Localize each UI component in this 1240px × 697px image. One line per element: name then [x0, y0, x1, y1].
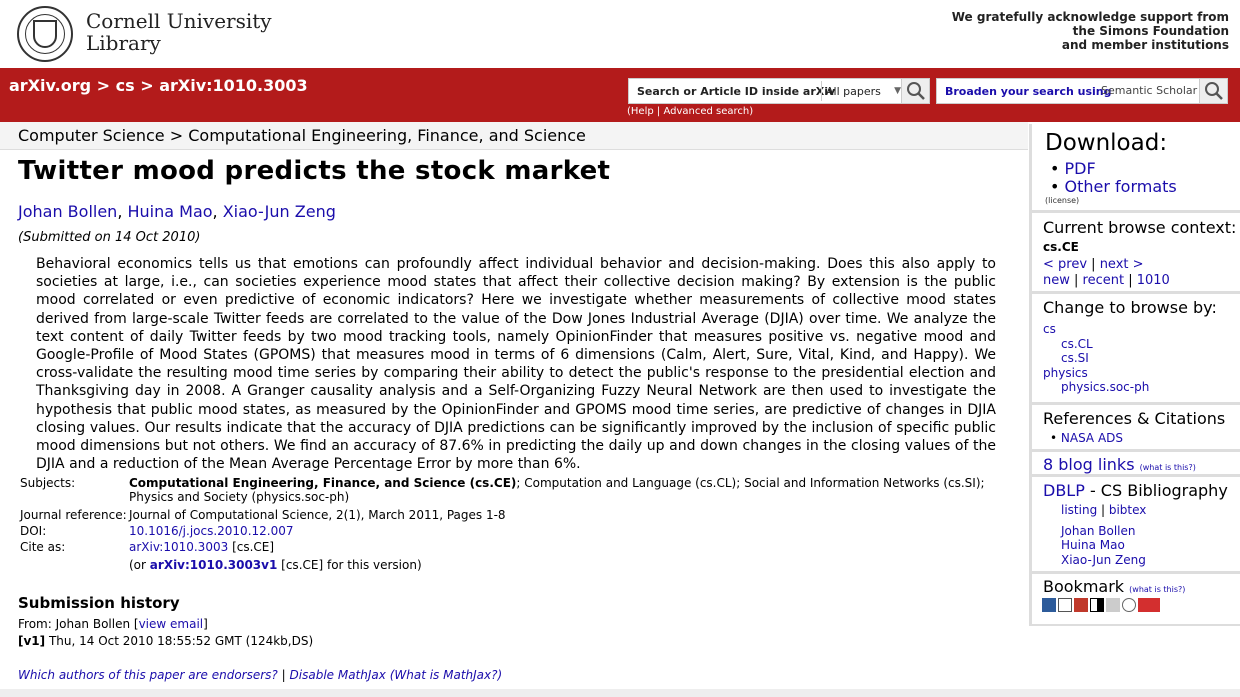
view-email-link[interactable]: view email	[138, 617, 204, 631]
reddit-icon[interactable]	[1122, 598, 1136, 612]
blog-panel	[1032, 452, 1240, 474]
search-input[interactable]	[628, 78, 930, 104]
broaden-search[interactable]	[936, 78, 1228, 104]
logo-line1: Cornell University	[86, 9, 272, 33]
paper-main	[18, 156, 1008, 473]
browse-physics-link[interactable]: physics	[1043, 365, 1088, 380]
cornell-seal-icon[interactable]	[17, 6, 73, 62]
dblp-author-link[interactable]: Xiao-Jun Zeng	[1061, 552, 1146, 567]
submission-history-heading: Submission history	[18, 594, 180, 612]
breadcrumb-sep: >	[140, 76, 154, 95]
cite-tail: for this version)	[326, 558, 422, 572]
journal-label: Journal reference:	[20, 508, 127, 522]
sidebar	[1029, 124, 1240, 626]
subjects-label: Subjects:	[20, 476, 76, 490]
digg-icon[interactable]	[1106, 598, 1120, 612]
search-help: (Help | Advanced search)	[627, 106, 754, 117]
broaden-select[interactable]: Semantic Scholar	[1101, 84, 1198, 97]
cite-link[interactable]: arXiv:1010.3003	[129, 540, 229, 554]
search-scope-value: All papers	[826, 85, 881, 98]
change-browse-panel	[1032, 294, 1240, 402]
author-list: Johan Bollen, Huina Mao, Xiao-Jun Zeng	[18, 202, 336, 221]
other-subjects: ; Computation and Language (cs.CL); Social and Information Networks (cs.SI); Physics and Society (physics.soc-ph)	[129, 476, 985, 504]
dblp-author-link[interactable]: Johan Bollen	[1061, 523, 1136, 538]
disable-mathjax-link[interactable]: Disable MathJax	[289, 668, 386, 682]
breadcrumb-cs[interactable]: cs	[115, 76, 135, 95]
search-button[interactable]	[901, 79, 929, 103]
download-panel: Download: • PDF • Other formats (license)	[1032, 124, 1240, 210]
search-scope-select[interactable]	[821, 81, 903, 101]
delicious-icon[interactable]	[1090, 598, 1104, 612]
advanced-search-link[interactable]: Advanced search	[663, 106, 750, 117]
version-tag[interactable]: [v1]	[18, 634, 46, 648]
help-link[interactable]: Help	[630, 106, 654, 117]
doi-link[interactable]: 10.1016/j.jocs.2010.12.007	[129, 524, 294, 538]
dblp-bibtex-link[interactable]: bibtex	[1108, 503, 1147, 517]
references-heading: References & Citations	[1043, 409, 1226, 428]
version-entry	[18, 634, 313, 648]
endorse-sep: |	[281, 668, 286, 682]
prev-link[interactable]: < prev	[1043, 257, 1088, 272]
cite-or: (or	[129, 558, 146, 572]
sciencewise-icon[interactable]	[1138, 598, 1160, 612]
nasa-ads-link[interactable]: NASA ADS	[1060, 431, 1124, 445]
page-header	[0, 0, 1240, 68]
what-mathjax-link[interactable]: (What is MathJax?)	[389, 668, 503, 682]
dblp-link[interactable]: DBLP	[1043, 481, 1085, 500]
chevron-down-icon: ▼	[894, 86, 901, 96]
breadcrumb-sep: >	[96, 76, 111, 95]
broaden-search-button[interactable]	[1199, 79, 1227, 103]
support-line2[interactable]: the Simons Foundation	[1072, 24, 1229, 38]
blog-links[interactable]: 8 blog links	[1043, 455, 1135, 474]
recent-link[interactable]: recent	[1082, 273, 1125, 288]
browse-context-panel: Current browse context: cs.CE < prev | next > new | recent | 1010	[1032, 213, 1240, 291]
cite-v1-tag: [cs.CE]	[281, 558, 324, 572]
new-link[interactable]: new	[1043, 273, 1070, 288]
other-formats-link[interactable]: Other formats	[1064, 177, 1177, 196]
browse-context-heading: Current browse context:	[1043, 218, 1237, 237]
support-line1: We gratefully acknowledge support from	[951, 10, 1229, 24]
journal-reference: Journal of Computational Science, 2(1), March 2011, Pages 1-8	[129, 508, 506, 522]
author-link[interactable]: Xiao-Jun Zeng	[222, 202, 336, 221]
author-link[interactable]: Johan Bollen	[18, 202, 118, 221]
logo-line2: Library	[86, 31, 161, 55]
context-value: cs.CE	[1043, 240, 1079, 254]
next-link[interactable]: next >	[1099, 257, 1144, 272]
cite-tag: [cs.CE]	[232, 540, 275, 554]
browse-cl-link[interactable]: cs.CL	[1061, 336, 1093, 351]
search-icon	[902, 79, 930, 103]
what-is-this-link[interactable]: (what is this?)	[1129, 585, 1186, 594]
change-browse-heading: Change to browse by:	[1043, 298, 1217, 317]
connotea-icon[interactable]	[1058, 598, 1072, 612]
search-placeholder: Search or Article ID inside arXiv	[637, 85, 836, 98]
dblp-listing-link[interactable]: listing	[1061, 503, 1098, 517]
support-line3[interactable]: and member institutions	[1061, 38, 1229, 52]
endorsers-link[interactable]: Which authors of this paper are endorsers?	[18, 668, 278, 682]
license-link[interactable]: (license)	[1045, 196, 1080, 205]
breadcrumb-arxiv[interactable]: arXiv.org	[9, 76, 92, 95]
abstract: Behavioral economics tells us that emotions can profoundly affect individual behavior and decision-making. Does this also apply to societies at large, i.e., can societies experience mood states that affect their collective decision making? By extension is the public mood correlated or even predictive of economic indicators? Here we investigate whether measurements of collective mood states derived from large-scale Twitter feeds are correlated to the value of the Dow Jones Industrial Average (DJIA) over time. We analyze the text content of daily Twitter feeds by two mood tracking tools, namely OpinionFinder that measures positive vs. negative mood and Google-Profile of Mood States (GPOMS) that measures mood in terms of 6 dimensions (Calm, Alert, Sure, Vital, Kind, and Happy). We cross-validate the resulting mood time series by comparing their ability to detect the public's response to the presidential election and Thanksgiving day in 2008. A Granger causality analysis and a Self-Organizing Fuzzy Neural Network are then used to investigate the hypothesis that public mood states, as measured by the OpinionFinder and GPOMS mood time series, are predictive of changes in DJIA closing values. Our results indicate that the accuracy of DJIA predictions can be significantly improved by the inclusion of specific public mood dimensions but not others. We find an accuracy of 87.6% in predicting the daily up and down changes in the closing values of the DJIA and a reduction of the Mean Average Percentage Error by more than 6%.	[36, 256, 996, 473]
paper-title: Twitter mood predicts the stock market	[18, 156, 611, 186]
subject-header	[0, 122, 1028, 150]
dblp-heading: - CS Bibliography	[1084, 481, 1228, 500]
cite-label: Cite as:	[20, 540, 66, 554]
browse-socph-link[interactable]: physics.soc-ph	[1061, 380, 1150, 394]
cite-v1-link[interactable]: arXiv:1010.3003v1	[149, 558, 278, 572]
support-text	[952, 10, 1229, 52]
submission-from	[18, 617, 208, 631]
what-is-this-link[interactable]: (what is this?)	[1139, 463, 1196, 472]
dblp-panel: DBLP - CS Bibliography listing | bibtex Johan Bollen Huina Mao Xiao-Jun Zeng	[1032, 477, 1240, 571]
pdf-link[interactable]: PDF	[1064, 159, 1096, 178]
subject-path: Computer Science > Computational Engineering, Finance, and Science	[18, 126, 586, 145]
bibsonomy-icon[interactable]	[1042, 598, 1056, 612]
author-link[interactable]: Huina Mao	[127, 202, 213, 221]
endorse-links	[18, 668, 502, 682]
footer-bar	[0, 689, 1240, 697]
broaden-label: Broaden your search using	[945, 85, 1112, 98]
from-close: ]	[203, 617, 208, 631]
breadcrumb	[9, 76, 308, 95]
browse-si-link[interactable]: cs.SI	[1061, 351, 1089, 365]
browse-cs-link[interactable]: cs	[1043, 322, 1056, 336]
bookmark-heading: Bookmark	[1043, 577, 1125, 596]
bookmark-icons	[1042, 598, 1160, 612]
download-heading: Download:	[1045, 130, 1168, 156]
library-logo[interactable]	[86, 10, 272, 54]
dblp-author-link[interactable]: Huina Mao	[1061, 538, 1125, 552]
search-icon	[1200, 79, 1228, 103]
month-link[interactable]: 1010	[1136, 273, 1170, 288]
from-text: From: Johan Bollen [	[18, 617, 139, 631]
citeulike-icon[interactable]	[1074, 598, 1088, 612]
metadata-table	[20, 476, 990, 574]
references-panel: References & Citations • NASA ADS	[1032, 405, 1240, 449]
primary-subject: Computational Engineering, Finance, and Science (cs.CE)	[129, 476, 517, 490]
submission-date: (Submitted on 14 Oct 2010)	[18, 230, 201, 245]
version-date: Thu, 14 Oct 2010 18:55:52 GMT (124kb,DS)	[48, 634, 314, 648]
doi-label: DOI:	[20, 524, 47, 538]
breadcrumb-paper[interactable]: arXiv:1010.3003	[159, 76, 308, 95]
